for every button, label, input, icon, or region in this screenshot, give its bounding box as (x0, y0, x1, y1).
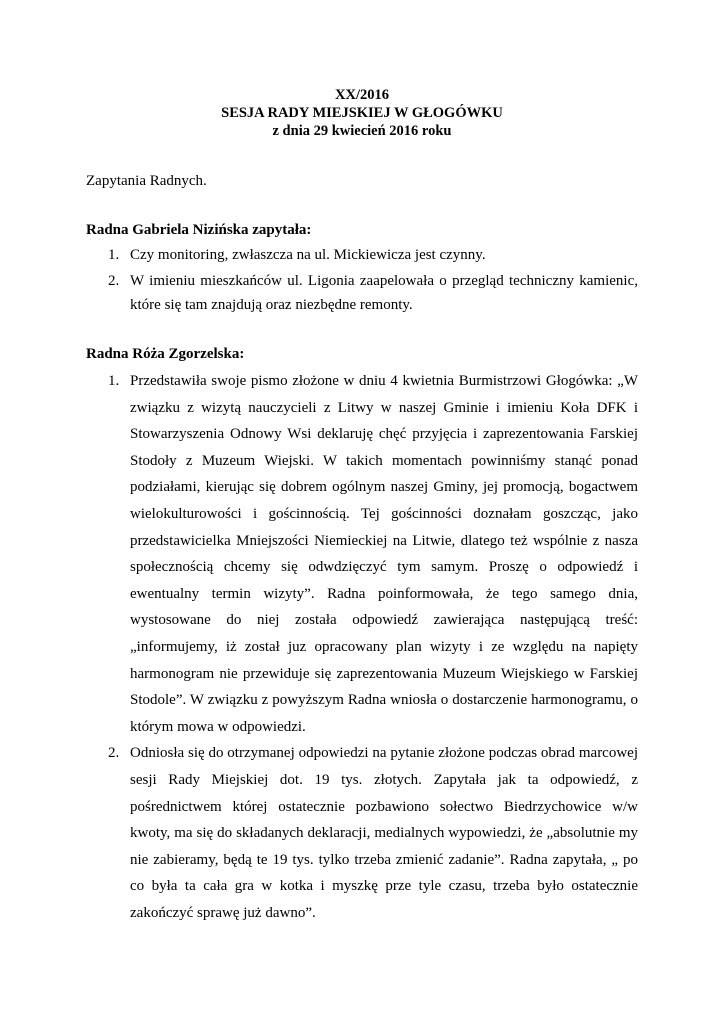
item-text: Przedstawiła swoje pismo złożone w dniu 4 kwietnia Burmistrzowi Głogówka: „W związku z wizytą nauczycieli z Litwy w naszej Gminie i imieniu Koła DFK i Stowarzyszenia Odnowy Wsi deklaruję chęć przyjęcia i zaprezentowania Farskiej Stodoły z Muzeum Wiejski. W takich momentach powinniśmy stanąć ponad podziałami, kierując się dobrem ogólnym naszej Gminy, jej promocją, bogactwem wielokulturowości i gościnnością. Tej gościnności doznałam goszcząc, jako przedstawicielka Mniejszości Niemieckiej na Litwie, dlatego też wspólnie z nasza społecznością chcemy się odwdzięczyć tym samym. Proszę o odpowiedź i ewentualny termin wizyty”. Radna poinformowała, że tego samego dnia, wystosowane do niej została odpowiedź zawierająca następującą treść: „informujemy, iż został juz opracowany plan wizyty i ze względu na napięty harmonogram nie przewiduje się zaprezentowania Muzeum Wiejskiego w Farskiej Stodole”. W związku z powyższym Radna wniosła o dostarczenie harmonogramu, o którym mowa w odpowiedzi. (130, 373, 638, 735)
item-number: 2. (108, 745, 120, 762)
item-number: 2. (108, 273, 120, 289)
list-item (108, 269, 638, 317)
list-item (108, 740, 638, 926)
section-heading-zgorzelska: Radna Róża Zgorzelska: (86, 346, 245, 362)
session-date: z dnia 29 kwiecień 2016 roku (272, 123, 452, 139)
questions-list-niziska (108, 243, 638, 317)
list-item (108, 243, 638, 267)
questions-list-zgorzelska (108, 368, 638, 926)
intro-text: Zapytania Radnych. (86, 173, 207, 189)
item-text: Czy monitoring, zwłaszcza na ul. Mickiewicza jest czynny. (130, 247, 486, 263)
item-text: W imieniu mieszkańców ul. Ligonia zaapelowała o przegląd techniczny kamienic, które się tam znajdują oraz niezbędne remonty. (130, 273, 638, 313)
list-item (108, 368, 638, 740)
session-title: SESJA RADY MIEJSKIEJ W GŁOGÓWKU (221, 105, 503, 121)
item-number: 1. (108, 247, 120, 263)
document-header (86, 86, 638, 140)
section-heading-niziska: Radna Gabriela Nizińska zapytała: (86, 222, 312, 238)
session-number: XX/2016 (335, 87, 389, 103)
item-text: Odniosła się do otrzymanej odpowiedzi na pytanie złożone podczas obrad marcowej sesji Rady Miejskiej dot. 19 tys. złotych. Zapytała jak ta odpowiedź, z pośrednictwem której ostatecznie pozbawiono sołectwo Biedrzychowice w/w kwoty, ma się do składanych deklaracji, medialnych wypowiedzi, że „absolutnie my nie zabieramy, będą te 19 tys. tylko trzeba zmienić zadanie”. Radna zapytała, „ po co była ta cała gra w kotka i myszkę prze tyle czasu, trzeba było ostatecznie zakończyć sprawę już dawno”. (130, 745, 638, 921)
item-number: 1. (108, 373, 120, 389)
